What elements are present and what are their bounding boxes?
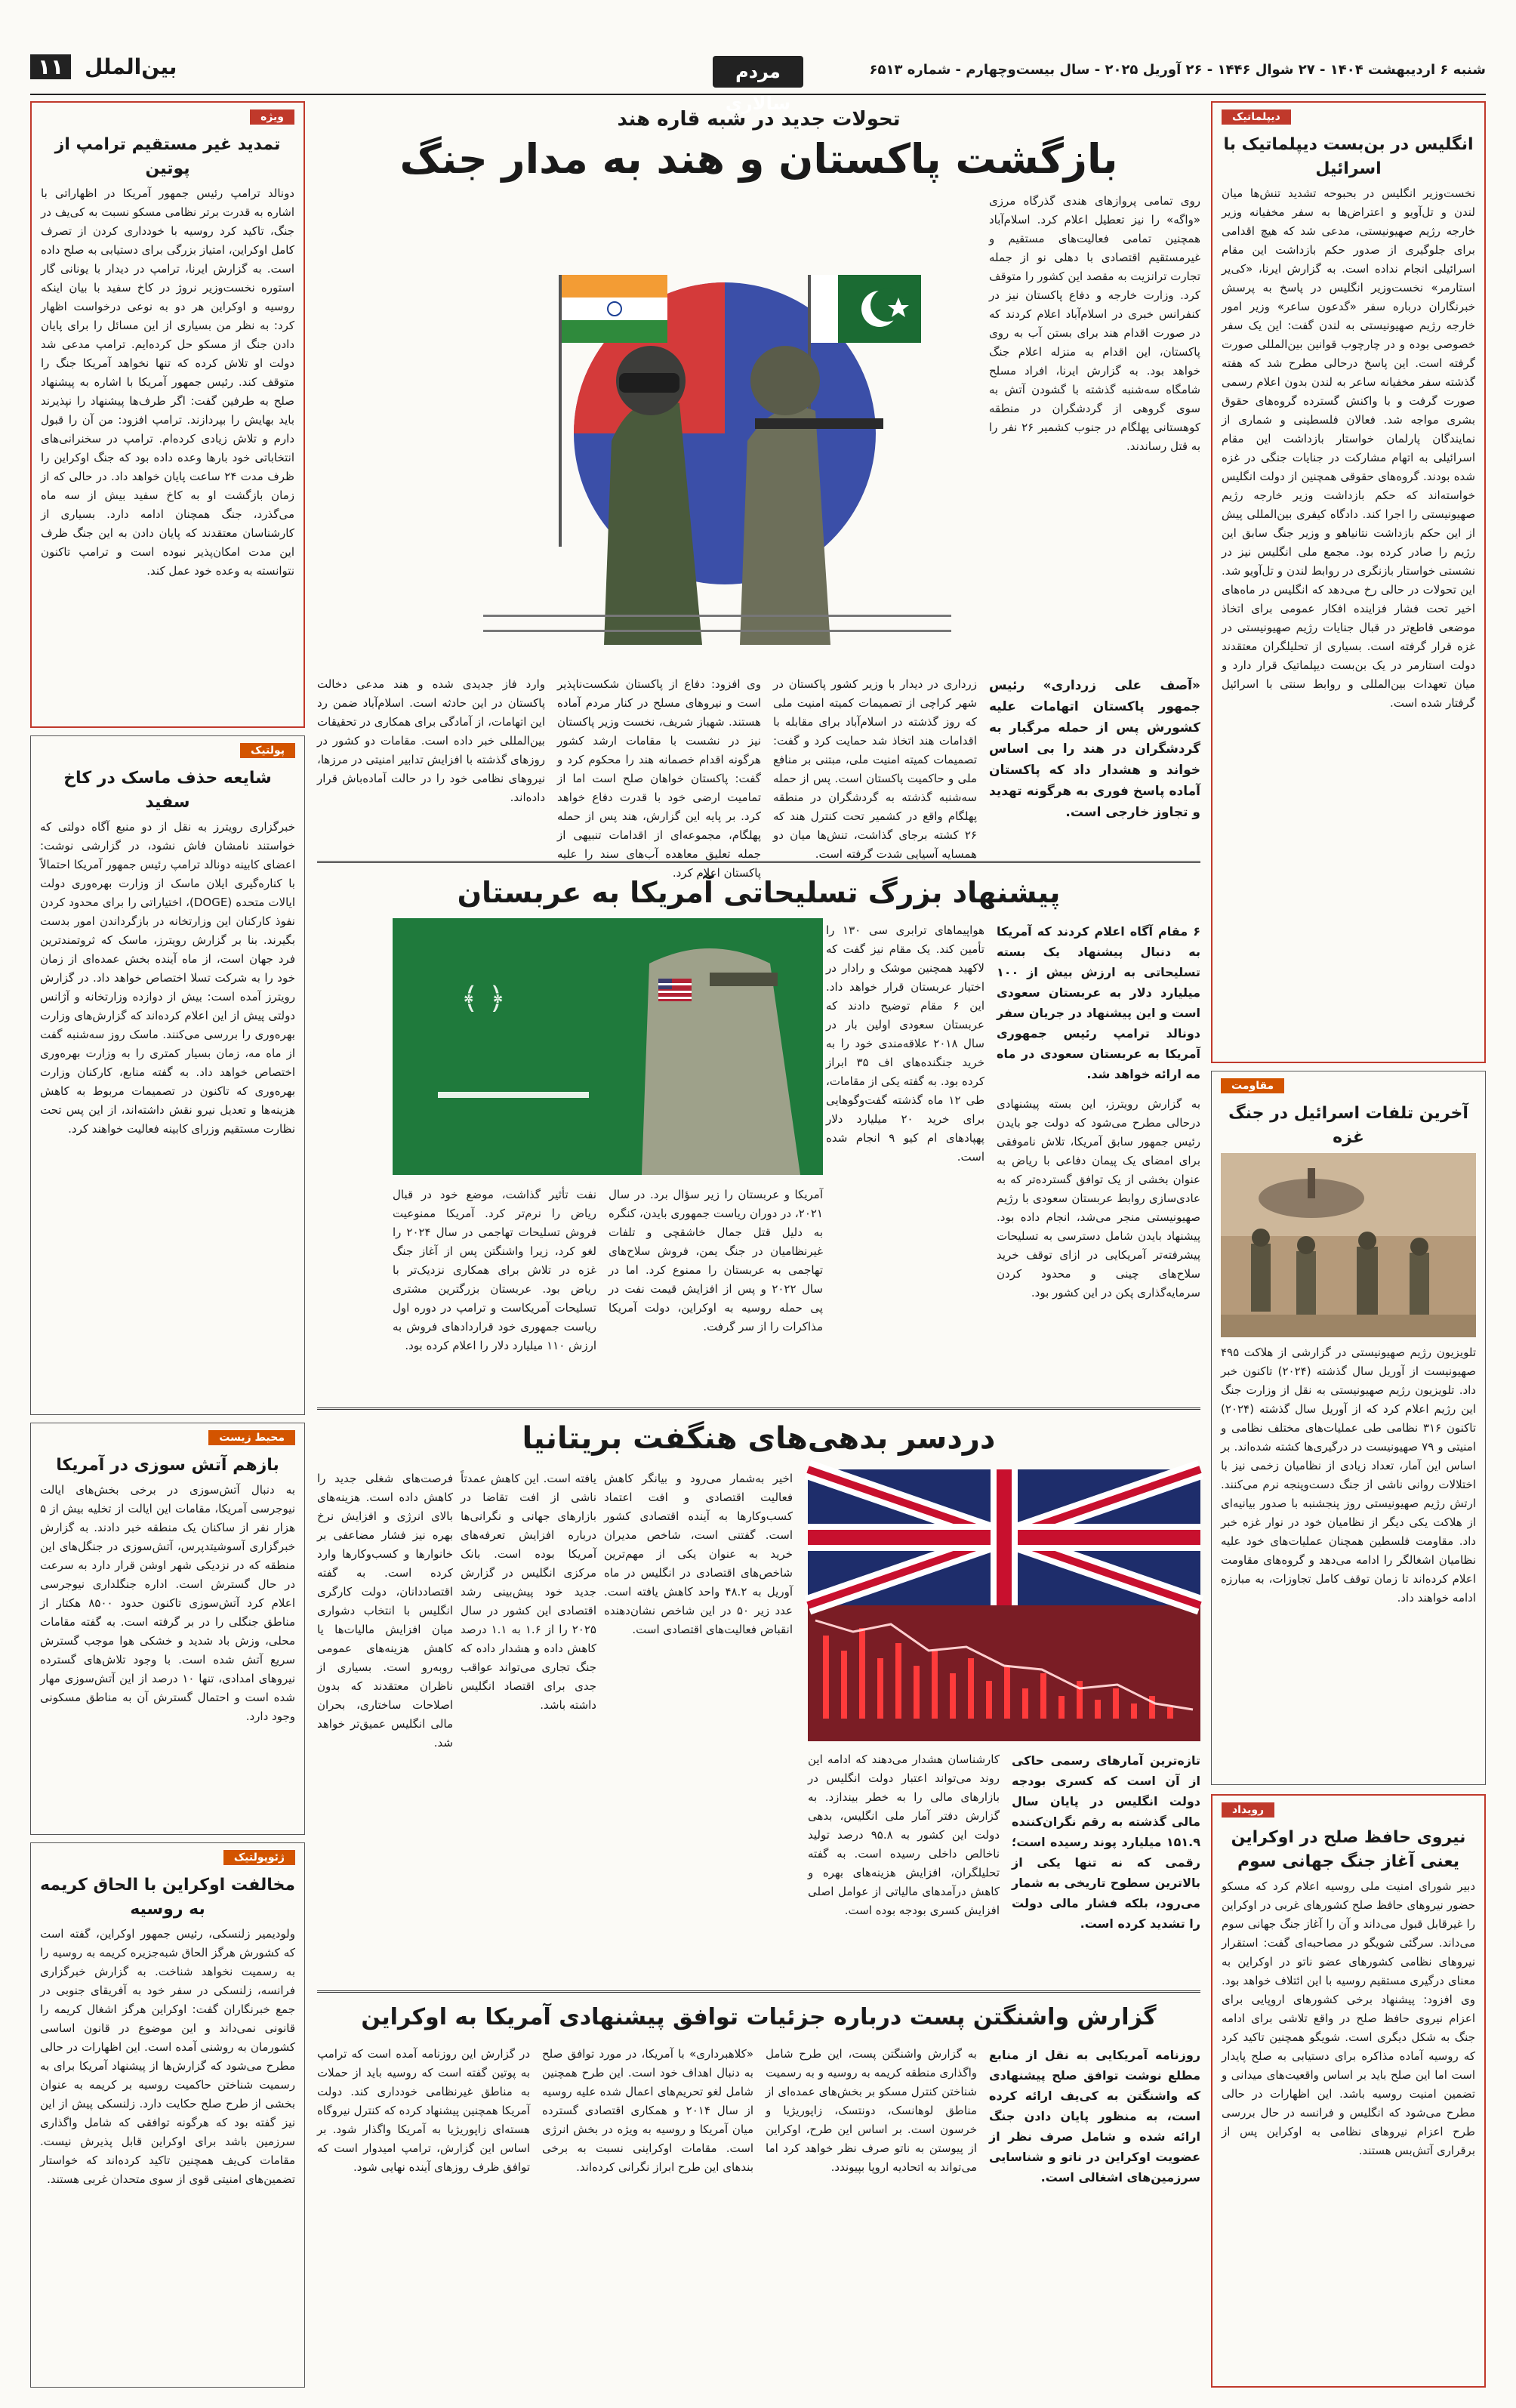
story-text-column: هواپیماهای ترابری سی ۱۳۰ را تأمین کند. یک مقام نیز گفت که لاکهید همچنین موشک و رادار در اختیار عربستان قرار خواهد داد. این ۶ مقام توضیح دادند که عربستان سعودی اولین بار در سال ۲۰۱۸ علاقه‌مندی خود را به خرید جنگنده‌های اف ۳۵ ابراز کرده بود. به گفته یکی از مقامات، طی ۱۲ ماه گذشته گفت‌وگوهایی برای خرید ۲۰ میلیارد دلار پهپادهای ام کیو ۹ انجام شده است.: [826, 923, 985, 1164]
story-text-column: آمریکا و عربستان را زیر سؤال برد. در سال ۲۰۲۱، در دوران ریاست جمهوری بایدن، کنگره به دلیل قتل جمال خاشقچی و تلفات غیرنظامیان در جنگ یمن، فروش سلاح‌های تهاجمی به عربستان را ممنوع کرد. اما در سال ۲۰۲۲ و پس از افزایش قیمت نفت در پی حمله روسیه به اوکراین، دولت آمریکا مذاکرات را از سر گرفت.: [609, 1188, 823, 1333]
article-kicker: ژئوپولتیک: [223, 1850, 295, 1865]
story-mid-text-column: وی افزود: دفاع از پاکستان شکست‌ناپذیر است و نیروهای مسلح در کنار مردم آماده هستند. شهباز شریف، نخست وزیر پاکستان نیز در نشست با مقامات ارشد کشور هرگونه اقدام خصمانه هند را محکوم کرد و گفت: پاکستان خواهان صلح است اما از تمامیت ارضی خود با قدرت دفاع خواهد کرد. بر پایه این گزارش، هند پس از حمله پهلگام، مجموعه‌ای از اقدامات تنبیهی از جمله تعلیق معاهده آب‌های سند را علیه پاکستان اعلام کرد.: [557, 677, 761, 880]
story-text-column: در گزارش این روزنامه آمده است که ترامپ به پوتین گفته است که روسیه باید از حملات به مناطق غیرنظامی خودداری کند. دولت آمریکا همچنین پیشنهاد کرده که کنترل نیروگاه هسته‌ای زاپوریژیا به آمریکا واگذار شود. بر اساس این گزارش، ترامپ امیدوار است که توافق ظرف روزهای آینده نهایی شود.: [317, 2047, 530, 2174]
article-body: دبیر شورای امنیت ملی روسیه اعلام کرد که مسکو حضور نیروهای حافظ صلح کشورهای غربی در اوکراین را غیرقابل قبول می‌داند و آن را آغاز جنگ جهانی سوم می‌داند. سرگئی شویگو در مصاحبه‌ای گفت: استقرار نیروهای نظامی کشورهای عضو ناتو در اوکراین به معنای درگیری مستقیم روسیه با این ائتلاف خواهد بود. وی افزود: پیشنهاد برخی کشورهای اروپایی برای اعزام نیروی حافظ صلح در واقع تلاشی برای ادامه جنگ به شکل دیگری است. شویگو همچنین تاکید کرد که روسیه آماده مذاکره برای دستیابی به صلح پایدار است اما این صلح باید بر اساس واقعیت‌های میدانی و تضمین امنیت روسیه باشد. این اظهارات در حالی مطرح می‌شود که انگلیس و فرانسه در حال بررسی طرح اعزام نیروهای نظامی به اوکراین پس از برقراری آتش‌بس هستند.: [1222, 1879, 1475, 2157]
section-name: بین‌الملل: [84, 54, 177, 79]
story-text-column: کارشناسان هشدار می‌دهند که ادامه این روند می‌تواند اعتبار دولت انگلیس در بازارهای مالی را به خطر بیندازد. به گزارش دفتر آمار ملی انگلیس، بدهی دولت این کشور به ۹۵.۸ درصد تولید ناخالص داخلی رسیده است. به گفته تحلیلگران، افزایش هزینه‌های بهره و کاهش درآمدهای مالیاتی از عوامل اصلی افزایش کسری بودجه بوده است.: [808, 1753, 1000, 1917]
story-title[interactable]: بازگشت پاکستان و هند به مدار جنگ: [399, 135, 1118, 183]
story-text-column: یافته است. این کاهش عمدتاً ناشی از افت تقاضا در بازارهای جهانی و نگرانی‌ها درباره افزایش تعرفه‌های آمریکا بوده است. بانک مرکزی انگلیس در گزارش جدید خود پیش‌بینی رشد اقتصادی این کشور در سال ۲۰۲۵ را از ۱.۶ به ۱.۱ درصد کاهش داده و هشدار داده که جنگ تجاری می‌تواند عواقب جدی برای اقتصاد انگلیس داشته باشد.: [461, 1472, 596, 1712]
special-article-box: [30, 101, 305, 728]
politics-article-box: [30, 735, 305, 1415]
geopolitics-article-box: [30, 1842, 305, 2388]
story-left-text-column: روی تمامی پروازهای هندی گذرگاه مرزی «واگه» را نیز تعطیل اعلام کرد. اسلام‌آباد همچنین تمامی فعالیت‌های مستقیم و غیرمستقیم اقتصادی با دهلی نو از جمله تجارت ترانزیت به مقصد این کشور را متوقف کرد. وزارت خارجه و دفاع پاکستان نیز در کنفرانس خبری در اسلام‌آباد اعلام کردند که در صورت اقدام هند برای بستن آب به روی پاکستان، این اقدام به منزله اعلام جنگ خواهد بود. به گزارش ایرنا، افراد مسلح شامگاه سه‌شنبه گذشته با گشودن آتش به سوی گروهی از گردشگران در منطقه کوهستانی پهلگام در جنوب کشمیر ۲۶ نفر را به قتل رساندند.: [989, 194, 1200, 453]
article-kicker: دیپلماتیک: [1222, 109, 1291, 125]
story-lead: روزنامه آمریکایی به نقل از منابع مطلع نوشت توافق صلح پیشنهادی که واشنگتن به کی‌یف ارائه کرده است، به منظور پایان دادن جنگ ارائه شده و شامل صرف نظر از عضویت اوکراین در ناتو و شناسایی سرزمین‌های اشغالی است.: [989, 2048, 1200, 2184]
article-title[interactable]: آخرین تلفات اسرائیل در جنگ غزه: [1228, 1104, 1468, 1147]
uk-story: [317, 1415, 1200, 1981]
story-text-column: نفت تأثیر گذاشت، موضع خود در قبال ریاض را نرم‌تر کرد. آمریکا ممنوعیت فروش تسلیحات تهاجمی در سال ۲۰۲۴ را لغو کرد، زیرا واشنگتن پس از آغاز جنگ غزه در تلاش برای همکاری نزدیک‌تر با ریاض بود. عربستان بزرگترین مشتری تسلیحات آمریکاست و ترامپ در دوره اول ریاست جمهوری خود قراردادهای فروش به ارزش ۱۱۰ میلیارد دلار را اعلام کرده بود.: [393, 1188, 596, 1352]
india-pakistan-illustration: [453, 192, 974, 652]
story-text-column: اخیر به‌شمار می‌رود و بیانگر کاهش فعالیت اقتصادی و افت اعتماد کسب‌وکارها به آینده اقتصادی کشور است. گفتنی است، شاخص مدیران خرید به عنوان یکی از مهم‌ترین شاخص‌های اقتصادی در انگلیس در ماه آوریل به ۴۸.۲ واحد کاهش یافته است. عدد زیر ۵۰ در این شاخص نشان‌دهنده انقباض فعالیت‌های اقتصادی است.: [604, 1472, 793, 1636]
arms-story: [317, 868, 1200, 1397]
uk-flag-market-chart-image: [808, 1469, 1200, 1741]
article-kicker: ویژه: [250, 109, 294, 125]
ukraine-story: [317, 1998, 1200, 2388]
story-title[interactable]: دردسر بدهی‌های هنگفت بریتانیا: [522, 1421, 996, 1456]
environment-article-box: [30, 1423, 305, 1835]
story-text-column: به گزارش واشنگتن پست، این طرح شامل واگذاری منطقه کریمه به روسیه و به رسمیت شناختن کنترل مسکو بر بخش‌های عمده‌ای از مناطق لوهانسک، دونتسک، زاپوریژیا و خرسون است. بر اساس این طرح، اوکراین از پیوستن به ناتو صرف نظر خواهد کرد اما می‌تواند به اتحادیه اروپا بپیوندد.: [766, 2047, 977, 2174]
story-lead: تازه‌ترین آمارهای رسمی حاکی از آن است که کسری بودجه دولت انگلیس در پایان سال مالی گذشته به رقم نگران‌کننده ۱۵۱.۹ میلیارد پوند رسیده است؛ رقمی که نه تنها یکی از بالاترین سطوح تاریخی به شمار می‌رود، بلکه فشار مالی دولت را تشدید کرده است.: [1012, 1753, 1200, 1931]
top-story: [317, 101, 1200, 880]
diplomatic-article-box: [1211, 101, 1486, 1063]
article-kicker: مقاومت: [1221, 1078, 1284, 1093]
article-body: تلویزیون رژیم صهیونیستی در گزارشی از هلاکت ۴۹۵ صهیونیست از آوریل سال گذشته (۲۰۲۴) تاکنون خبر داد. تلویزیون رژیم صهیونیستی به نقل از وزارت جنگ این رژیم اعلام کرد که از آوریل سال گذشته (۲۰۲۴) تاکنون ۳۱۶ نظامی طی عملیات‌های مختلف نظامی و امنیتی و ۷۹ صهیونیست در درگیری‌ها کشته شده‌اند. بر اساس این آمار، تعداد زیادی از نظامیان زخمی نیز با اختلالات روانی ناشی از جنگ دست‌وپنجه نرم می‌کنند. ارتش رژیم صهیونیستی روز پنجشنبه با صدور بیانیه‌ای از هلاکت یکی دیگر از نظامیان خود در نوار غزه خبر داد. مقاومت فلسطین همچنان عملیات‌های خود علیه نظامیان اشغالگر را ادامه می‌دهد و گروه‌های مقاومت اعلام کرده‌اند تا زمان توقف کامل تجاوزات، به مبارزه ادامه خواهند داد.: [1221, 1346, 1477, 1605]
story-left-text-column: وارد فاز جدیدی شده و هند مدعی دخالت پاکستان در این حادثه است. اسلام‌آباد ضمن رد این اتهامات، از آمادگی برای همکاری در تحقیقات بین‌المللی خبر داده است. مقامات دو کشور در روزهای گذشته با افزایش تدابیر امنیتی در مرزها، نیروهای نظامی خود را در حالت آماده‌باش قرار داده‌اند.: [317, 677, 545, 804]
story-supertitle: تحولات جدید در شبه قاره هند: [617, 108, 901, 131]
story-text-column: فرصت‌های شغلی جدید را کاهش داده است. هزینه‌های بالای انرژی و افزایش نرخ بهره نیز فشار مضاعفی بر خانوارها و کسب‌وکارها وارد کرده است. به گفته اقتصاددانان، دولت کارگری انگلیس با انتخاب دشواری میان افزایش مالیات‌ها یا کاهش هزینه‌های عمومی روبه‌رو است. بسیاری از ناظران معتقدند که بدون اصلاحات ساختاری، بحران مالی انگلیس عمیق‌تر خواهد شد.: [317, 1472, 453, 1750]
saudi-us-soldier-photo: [393, 918, 823, 1175]
newspaper-logo[interactable]: مردم سالاری: [713, 56, 803, 88]
issue-date-line: شنبه ۶ اردیبهشت ۱۴۰۴ - ۲۷ شوال ۱۴۴۶ - ۲۶ آوریل ۲۰۲۵ - سال بیست‌وچهارم - شماره ۶۵۱۳: [869, 62, 1486, 78]
article-body: نخست‌وزیر انگلیس در بحبوحه تشدید تنش‌ها میان لندن و تل‌آویو و اعتراض‌ها به سفر مخفیانه وزیر خارجه رژیم صهیونیستی، مدعی شد که هیچ اقدامی برای جلوگیری از صدور حکم بازداشت این مقام اسرائیلی انجام نداده است. به گزارش ایرنا، «کی‌یر استارمر» نخست‌وزیر انگلیس در پاسخ به پرسش خبرنگاران درباره سفر «گدعون ساعر» وزیر امور خارجه رژیم صهیونیستی به لندن گفت: این یک سفر خصوصی بوده و در چارچوب قوانین بین‌المللی صورت گرفته است. این پاسخ درحالی مطرح شد که هفته گذشته سفر مخفیانه ساعر به لندن بدون اعلام رسمی صورت گرفت و با واکنش گسترده گروه‌های حقوق بشری مواجه شد. فعالان فلسطینی و شماری از نمایندگان پارلمان خواستار بازداشت این مقام اسرائیلی به اتهام مشارکت در جنایات جنگی در غزه شده بودند. گروه‌های حقوقی همچنین از دولت انگلیس خواسته‌اند که حکم بازداشت وزیر خارجه رژیم صهیونیستی را اجرا کند. دادگاه کیفری بین‌المللی پیش از این حکم بازداشت نتانیاهو و وزیر جنگ سابق این رژیم را صادر کرده بود. مجمع ملی انگلیس نیز در نشستی خواستار بازنگری در روابط لندن و تل‌آویو شد. این تحولات در حالی رخ می‌دهد که انگلیس در ماه‌های اخیر تحت فشار فزاینده افکار عمومی برای اتخاذ موضعی قاطع‌تر در قبال جنایات رژیم صهیونیستی در غزه قرار گرفته است. بسیاری از تحلیلگران معتقدند دولت استارمر در یک بن‌بست دیپلماتیک قرار دارد و میان تعهدات بین‌المللی و روابط سنتی با اسرائیل گرفتار شده است.: [1222, 187, 1475, 710]
story-title[interactable]: پیشنهاد بزرگ تسلیحاتی آمریکا به عربستان: [457, 876, 1061, 909]
section-header: [30, 54, 177, 79]
resistance-article-box: [1211, 1071, 1486, 1785]
story-text-column: «کلاهبرداری» با آمریکا، در مورد توافق صلح به دنبال اهداف خود است. این طرح همچنین شامل لغو تحریم‌های اعمال شده علیه روسیه از سال ۲۰۱۴ و همکاری اقتصادی گسترده میان آمریکا و روسیه به ویژه در بخش انرژی است. مقامات اوکراینی نسبت به برخی بندهای این طرح ابراز نگرانی کرده‌اند.: [542, 2047, 753, 2174]
story-title[interactable]: گزارش واشنگتن پست درباره جزئیات توافق پیشنهادی آمریکا به اوکراین: [361, 2004, 1157, 2030]
article-kicker: پولتیک: [240, 743, 295, 758]
article-title[interactable]: مخالفت اوکراین با الحاق کریمه به روسیه: [40, 1876, 295, 1919]
article-title[interactable]: بازهم آتش سوزی در آمریکا: [56, 1456, 279, 1475]
article-title[interactable]: تمدید غیر مستقیم ترامپ از پوتین: [54, 135, 281, 178]
article-body: به دنبال آتش‌سوزی در برخی بخش‌های ایالت نیوجرسی آمریکا، مقامات این ایالت از تخلیه بیش از ۵ هزار نفر از ساکنان یک منطقه خبر دادند. به گزارش خبرگزاری آسوشیتدپرس، آتش‌سوزی در جنگل‌های این منطقه که در نزدیکی شهر اوشن قرار دارد به سرعت در حال گسترش است. اداره جنگلداری نیوجرسی اعلام کرد آتش‌سوزی تاکنون حدود ۸۵۰۰ هکتار از مناطق جنگلی را در بر گرفته است. به گفته مقامات محلی، وزش باد شدید و خشکی هوا موجب گسترش سریع آتش شده است. با وجود تلاش‌های گسترده نیروهای امدادی، تنها ۱۰ درصد از این آتش‌سوزی مهار شده است و احتمال گسترش آن به مناطق مسکونی وجود دارد.: [40, 1483, 296, 1723]
article-body: دونالد ترامپ رئیس جمهور آمریکا در اظهاراتی با اشاره به قدرت برتر نظامی مسکو نسبت به کی‌یف در جنگ، تاکید کرد روسیه با خودداری کردن از تصرف کامل اوکراین، امتیاز بزرگی برای دستیابی به صلح داده است. به گزارش ایرنا، ترامپ در دیدار با یونانی گار استوره نخست‌وزیر نروژ در کاخ سفید با بیان اینکه روسیه و اوکراین هر دو به نوعی درخواست اظهار کرد: به نظر من بسیاری از این مسائل را برای پایان دادن جنگ از مسکو حل کرده‌ایم. ترامپ مدعی شد دولت او تلاش کرده که تنها نخواهد آمریکا جنگ را متوقف کند. رئیس جمهور آمریکا با اشاره به پیشنهاد صلح به طرفین گفت: اگر طرف‌ها پیشنهاد را نپذیرند باید بهایش را بپردازند. ترامپ افزود: من آن را قبول دارم و تلاش زیادی کرده‌ام. ترامپ در سخنرانی‌های انتخاباتی خود بارها وعده داده بود که جنگ اوکراین را ظرف مدت ۲۴ ساعت پایان خواهد داد. در حالی که از زمان بازگشت او به کاخ سفید بیش از سه ماه می‌گذرد، جنگ همچنان ادامه دارد. بسیاری از کارشناسان معتقدند که پایان دادن به این جنگ ظرف این مدت امکان‌پذیر نبوده است و ترامپ تاکنون نتوانسته به وعده خود عمل کند.: [41, 187, 294, 578]
section-divider: [317, 861, 1200, 863]
story-text-column: به گزارش رویترز، این بسته پیشنهادی درحالی مطرح می‌شود که دولت جو بایدن رئیس جمهور سابق آمریکا، تلاش ناموفقی برای امضای یک پیمان دفاعی با ریاض به عنوان بخشی از یک توافق گسترده‌تر که به عادی‌سازی روابط عربستان سعودی با رژیم صهیونیستی منجر می‌شد، انجام داده بود. پیشنهاد بایدن شامل دسترسی به تسلیحات پیشرفته‌تر آمریکایی در ازای توقف خرید سلاح‌های چینی و محدود کردن سرمایه‌گذاری پکن در این کشور بود.: [997, 1097, 1200, 1300]
page-number: ۱۱: [30, 54, 71, 79]
story-lead: ۶ مقام آگاه اعلام کردند که آمریکا به دنبال پیشنهاد یک بسته تسلیحاتی به ارزش بیش از ۱۰۰ میلیارد دلار به عربستان سعودی است و این پیشنهاد در جریان سفر دونالد ترامپ رئیس جمهوری آمریکا به عربستان سعودی در ماه مه ارائه خواهد شد.: [997, 924, 1200, 1081]
article-body: خبرگزاری رویترز به نقل از دو منبع آگاه دولتی که خواستند نامشان فاش نشود، در گزارشی نوشت: اعضای کابینه دونالد ترامپ رئیس جمهور آمریکا احتمالاً با کناره‌گیری ایلان ماسک از وزارت بهره‌وری دولت ایالات متحده (DOGE)، اختیاراتی را برای محدود کردن نفوذ کارکنان این وزارتخانه در بازگرداندن امور بدست بگیرند. بنا بر گزارش رویترز، ماسک که ثروتمندترین فرد جهان است، از ماه آینده بخش عمده‌ای از زمان خود را به شرکت تسلا اختصاص خواهد داد. در گزارش رویترز آمده است: بیش از دوازده وزارتخانه و آژانس دولتی پیش از این اعلام کرده‌اند که گزارش‌های وزارت بهره‌وری را بررسی می‌کنند. ماسک روز سه‌شنبه گفت از ماه مه، زمان بسیار کمتری را به وزارت بهره‌وری اختصاص خواهد داد. به گفته منابع، کارکنان وزارت بهره‌وری که تاکنون در تصمیمات مربوط به کاهش هزینه‌ها و تعدیل نیرو نقش داشته‌اند، از این پس تحت نظارت مستقیم وزرای کابینه فعالیت خواهند کرد.: [40, 820, 295, 1136]
soldiers-photo: [1221, 1153, 1476, 1337]
event-article-box: [1211, 1794, 1486, 2388]
article-title[interactable]: نیروی حافظ صلح در اوکراین یعنی آغاز جنگ جهانی سوم: [1231, 1828, 1466, 1871]
article-body: ولودیمیر زلنسکی، رئیس جمهور اوکراین، گفته است که کشورش هرگز الحاق شبه‌جزیره کریمه به روسیه را به رسمیت نخواهد شناخت. به گزارش خبرگزاری فرانسه، زلنسکی در سفر خود به آفریقای جنوبی در جمع خبرنگاران گفت: اوکراین هرگز اشغال کریمه را قانونی نمی‌داند و این موضوع در قانون اساسی کشورمان به روشنی آمده است. این اظهارات در حالی مطرح می‌شود که گزارش‌ها از پیشنهاد آمریکا برای به رسمیت شناختن حاکمیت روسیه بر کریمه به عنوان بخشی از طرح صلح حکایت دارد. زلنسکی پیش از این نیز گفته بود که هرگونه توافقی که شامل واگذاری سرزمین باشد برای اوکراین قابل پذیرش نیست. مقامات کی‌یف همچنین تاکید کرده‌اند که خواستار تضمین‌های امنیتی قوی از سوی متحدان غربی هستند.: [40, 1927, 295, 2186]
svg-text:﴿ ﴾: ﴿ ﴾: [461, 982, 506, 1016]
story-right-text-column: زرداری در دیدار با وزیر کشور پاکستان در شهر کراچی از تصمیمات کمیته امنیت ملی که روز گذشته در اسلام‌آباد برای مقابله با اقدامات هند اتخاذ شد حمایت کرد و گفت: تصمیمات کمیته امنیت ملی، مبتنی بر منافع ملی و حاکمیت پاکستان است. پس از حمله سه‌شنبه گذشته به گردشگران در منطقه پهلگام واقع در کشمیر تحت کنترل هند که ۲۶ کشته برجای گذاشت، تنش‌ها میان دو همسایه آسیایی شدت گرفته است.: [773, 677, 977, 861]
masthead: [30, 53, 1486, 114]
story-lead: «آصف علی زرداری» رئیس جمهور پاکستان اتهامات علیه کشورش پس از حمله مرگبار به گردشگران در هند را بی اساس خواند و هشدار داد که پاکستان آماده پاسخ فوری به هرگونه تهدید و تجاوز خارجی است.: [989, 678, 1200, 820]
section-divider: [317, 1990, 1200, 1993]
article-kicker: محیط زیست: [208, 1430, 295, 1445]
article-title[interactable]: شایعه حذف ماسک در کاخ سفید: [63, 769, 272, 812]
section-divider: [317, 1407, 1200, 1410]
article-title[interactable]: انگلیس در بن‌بست دیپلماتیک با اسرائیل: [1223, 135, 1474, 178]
article-kicker: رویداد: [1222, 1802, 1274, 1818]
